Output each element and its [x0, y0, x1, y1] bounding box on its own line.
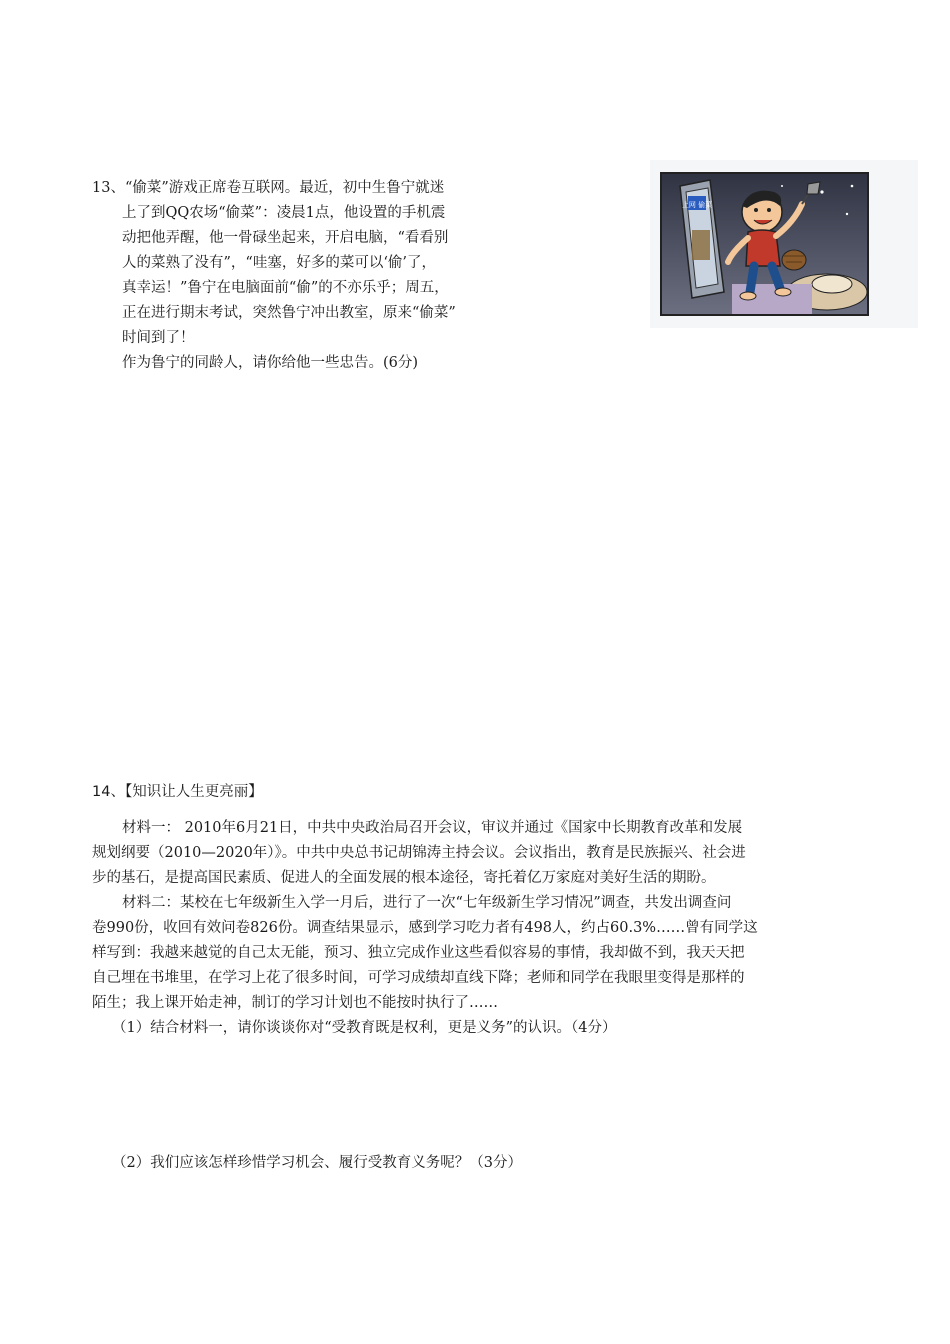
material-1-line-1: 材料一： 2010年6月21日，中共中央政治局召开会议，审议并通过《国家中长期教育改革和发展 — [122, 820, 743, 836]
material-2-line-5: 陌生；我上课开始走神，制订的学习计划也不能按时执行了…… — [92, 995, 498, 1011]
material-2-line-3: 样写到：我越来越觉的自己太无能，预习、独立完成作业这些看似容易的事情，我却做不到，我天天把 — [92, 945, 745, 961]
material-1-line-2: 规划纲要（2010—2020年）》。中共中央总书记胡锦涛主持会议。会议指出，教育是民族振兴、社会进 — [92, 845, 746, 861]
q14-title: 14、【知识让人生更亮丽】 — [92, 784, 263, 800]
q14-sub-question-1: （1）结合材料一，请你谈谈你对“受教育既是权利，更是义务”的认识。（4分） — [112, 1020, 617, 1036]
q13-line-7: 时间到了！ — [122, 330, 195, 346]
q13-line-6: 正在进行期末考试，突然鲁宁冲出教室，原来“偷菜” — [122, 305, 456, 321]
q13-line-5: 真幸运！”鲁宁在电脑面前“偷”的不亦乐乎；周五， — [122, 280, 449, 296]
material-1-line-3: 步的基石，是提高国民素质、促进人的全面发展的根本途径，寄托着亿万家庭对美好生活的期盼。 — [92, 870, 716, 886]
cartoon-illustration — [660, 172, 869, 316]
q13-prompt: 作为鲁宁的同龄人，请你给他一些忠告。(6分) — [122, 355, 419, 371]
q13-line-2: 上了到QQ农场“偷菜”：凌晨1点，他设置的手机震 — [122, 205, 446, 221]
q13-line-1: 13、“偷菜”游戏正席卷互联网。最近，初中生鲁宁就迷 — [92, 180, 445, 196]
cartoon-sign-text: 上网 偷菜 — [681, 201, 713, 209]
q14-sub-question-2: （2）我们应该怎样珍惜学习机会、履行受教育义务呢？（3分） — [112, 1155, 522, 1171]
material-2-line-4: 自己埋在书堆里，在学习上花了很多时间，可学习成绩却直线下降；老师和同学在我眼里变得是那样的 — [92, 970, 745, 986]
material-2-line-1: 材料二：某校在七年级新生入学一月后，进行了一次“七年级新生学习情况”调查，共发出调查问 — [122, 895, 732, 911]
cartoon-boy-stealing-vegetables-image — [662, 174, 867, 314]
material-2-line-2: 卷990份，收回有效问卷826份。调查结果显示，感到学习吃力者有498人，约占60.3%……曾有同学这 — [92, 920, 758, 936]
q13-line-4: 人的菜熟了没有”，“哇塞，好多的菜可以‘偷’了， — [122, 255, 437, 271]
q13-line-3: 动把他弄醒，他一骨碌坐起来，开启电脑，“看看别 — [122, 230, 449, 246]
